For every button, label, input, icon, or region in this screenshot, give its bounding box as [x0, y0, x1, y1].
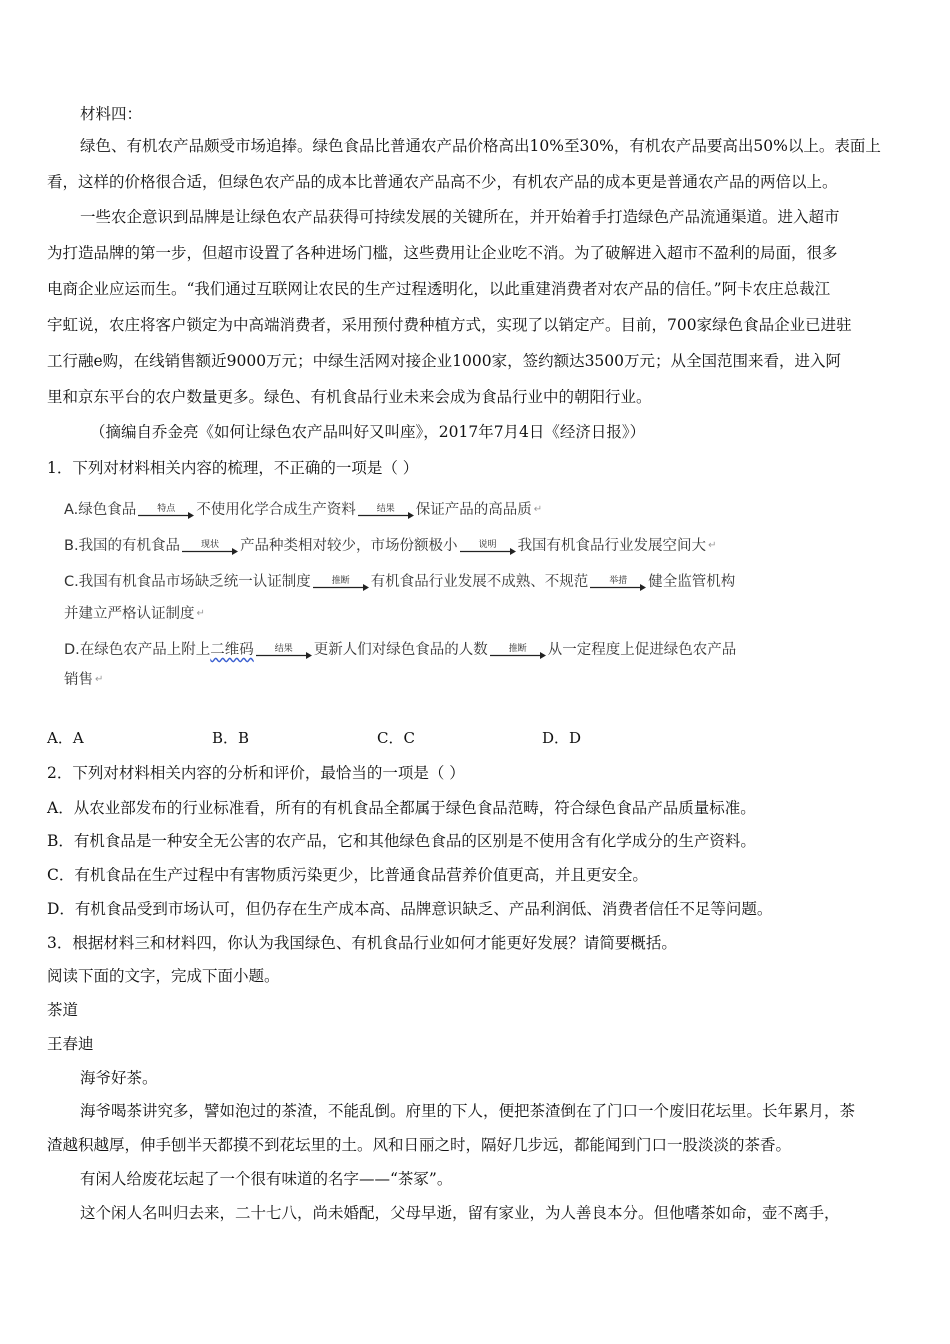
- option-letter: C.: [64, 574, 79, 590]
- option-a-chain: [64, 500, 542, 520]
- passage-line: 海爷喝茶讲究多，譬如泡过的茶渣，不能乱倒。府里的下人，便把茶渣倒在了门口一个废旧花坛里。长年累月，茶: [80, 1102, 856, 1120]
- option-b-chain: [64, 536, 716, 556]
- chain-node: 绿色食品: [78, 502, 137, 518]
- passage-line: 海爷好茶。: [80, 1069, 158, 1087]
- answer-option-c[interactable]: C．有机食品在生产过程中有害物质污染更少，比普通食品营养价值更高，并且更安全。: [47, 866, 648, 884]
- chain-node: 更新人们对绿色食品的人数: [313, 642, 488, 658]
- answer-option-d[interactable]: D．有机食品受到市场认可，但仍存在生产成本高、品牌意识缺乏、产品利润低、消费者信任不足等问题。: [47, 900, 773, 918]
- option-c-continued: [64, 604, 205, 624]
- material-line: 宇虹说，农庄将客户锁定为中高端消费者，采用预付费种植方式，实现了以销定产。目前，700家绿色食品企业已进驻: [47, 316, 852, 334]
- passage-line: 渣越积越厚，伸手刨半天都摸不到花坛里的土。风和日丽之时，隔好几步远，都能闻到门口一股淡淡的茶香。: [47, 1136, 792, 1154]
- chain-node: 保证产品的高品质: [415, 502, 532, 518]
- arrow-icon: [460, 540, 516, 556]
- chain-node: 不使用化学合成生产资料: [196, 502, 356, 518]
- paragraph-mark-icon: ↵: [708, 540, 717, 551]
- answer-option-a[interactable]: A．从农业部发布的行业标准看，所有的有机食品全都属于绿色食品范畴，符合绿色食品产品质量标准。: [47, 799, 756, 817]
- option-letter: B.: [64, 538, 79, 554]
- arrow-label: 结果: [274, 644, 293, 654]
- chain-node: 产品种类相对较少，市场份额极小: [240, 538, 458, 554]
- answer-option-a[interactable]: A．A: [47, 729, 84, 747]
- passage-author: 王春迪: [47, 1035, 94, 1053]
- material-line: 工行融e购，在线销售额近9000万元；中绿生活网对接企业1000家，签约额达3500万元；从全国范围来看，进入阿: [47, 352, 842, 370]
- arrow-label: 说明: [478, 540, 497, 550]
- arrow-icon: [138, 504, 194, 520]
- arrow-label: 特点: [157, 504, 176, 514]
- arrow-icon: [256, 644, 312, 660]
- chain-node: 从一定程度上促进绿色农产品: [547, 642, 737, 658]
- passage-line: 这个闲人名叫归去来，二十七八，尚未婚配，父母早逝，留有家业，为人善良本分。但他嗜茶如命，壶不离手，: [80, 1204, 840, 1222]
- option-d-chain: [64, 640, 736, 660]
- chain-node: 在绿色农产品上附上: [79, 642, 211, 658]
- arrow-icon: [490, 644, 546, 660]
- question-1-stem: 1．下列对材料相关内容的梳理，不正确的一项是（ ）: [47, 459, 419, 477]
- arrow-icon: [590, 576, 646, 592]
- option-d-continued: [64, 670, 103, 690]
- material-line: 为打造品牌的第一步，但超市设置了各种进场门槛，这些费用让企业吃不消。为了破解进入超市不盈利的局面，很多: [47, 244, 838, 262]
- arrow-label: 现状: [201, 540, 220, 550]
- question-3-stem: 3．根据材料三和材料四，你认为我国绿色、有机食品行业如何才能更好发展？请简要概括。: [47, 934, 677, 952]
- chain-node: 我国的有机食品: [78, 538, 181, 554]
- arrow-icon: [358, 504, 414, 520]
- arrow-icon: [182, 540, 238, 556]
- material-line: 看，这样的价格很合适，但绿色农产品的成本比普通农产品高不少，有机农产品的成本更是普通农产品的两倍以上。: [47, 173, 838, 191]
- chain-node: 销售: [64, 672, 93, 688]
- spellcheck-underlined-word: 二维码: [210, 642, 254, 658]
- chain-node: 并建立严格认证制度: [64, 606, 195, 622]
- answer-option-d[interactable]: D．D: [542, 729, 582, 747]
- paragraph-mark-icon: ↵: [533, 504, 543, 515]
- option-letter: D.: [64, 642, 80, 658]
- reading-intro: 阅读下面的文字，完成下面小题。: [47, 967, 280, 985]
- arrow-label: 推断: [331, 576, 350, 586]
- answer-option-c[interactable]: C．C: [377, 729, 415, 747]
- material-line: 绿色、有机农产品颇受市场追捧。绿色食品比普通农产品价格高出10%至30%，有机农产品要高出50%以上。表面上: [80, 137, 881, 155]
- passage-line: 有闲人给废花坛起了一个很有味道的名字——“茶冢”。: [80, 1170, 453, 1188]
- source-citation: （摘编自乔金亮《如何让绿色农产品叫好又叫座》，2017年7月4日《经济日报》）: [90, 423, 646, 441]
- chain-node: 我国有机食品行业发展空间大: [517, 538, 707, 554]
- option-c-chain: [64, 572, 735, 592]
- arrow-label: 推断: [508, 644, 527, 654]
- arrow-icon: [313, 576, 369, 592]
- material-line: 电商企业应运而生。“我们通过互联网让农民的生产过程透明化，以此重建消费者对农产品的信任。”阿卡农庄总裁江: [47, 280, 831, 298]
- material-line: 一些农企意识到品牌是让绿色农产品获得可持续发展的关键所在，并开始着手打造绿色产品流通渠道。进入超市: [80, 208, 840, 226]
- chain-node: 健全监管机构: [648, 574, 736, 590]
- chain-node: 有机食品行业发展不成熟、不规范: [370, 574, 589, 590]
- arrow-label: 举措: [609, 576, 628, 586]
- answer-option-b[interactable]: B．B: [212, 729, 250, 747]
- chain-node: 我国有机食品市场缺乏统一认证制度: [78, 574, 311, 590]
- passage-title: 茶道: [47, 1001, 79, 1019]
- option-letter: A.: [64, 502, 79, 518]
- question-2-stem: 2．下列对材料相关内容的分析和评价，最恰当的一项是（ ）: [47, 764, 465, 782]
- paragraph-mark-icon: ↵: [196, 608, 205, 619]
- material-line: 里和京东平台的农户数量更多。绿色、有机食品行业未来会成为食品行业中的朝阳行业。: [47, 388, 652, 406]
- answer-option-b[interactable]: B．有机食品是一种安全无公害的农产品，它和其他绿色食品的区别是不使用含有化学成分的生产资料。: [47, 832, 756, 850]
- paragraph-mark-icon: ↵: [95, 674, 104, 685]
- arrow-label: 结果: [376, 504, 395, 514]
- material-heading: 材料四：: [80, 105, 143, 123]
